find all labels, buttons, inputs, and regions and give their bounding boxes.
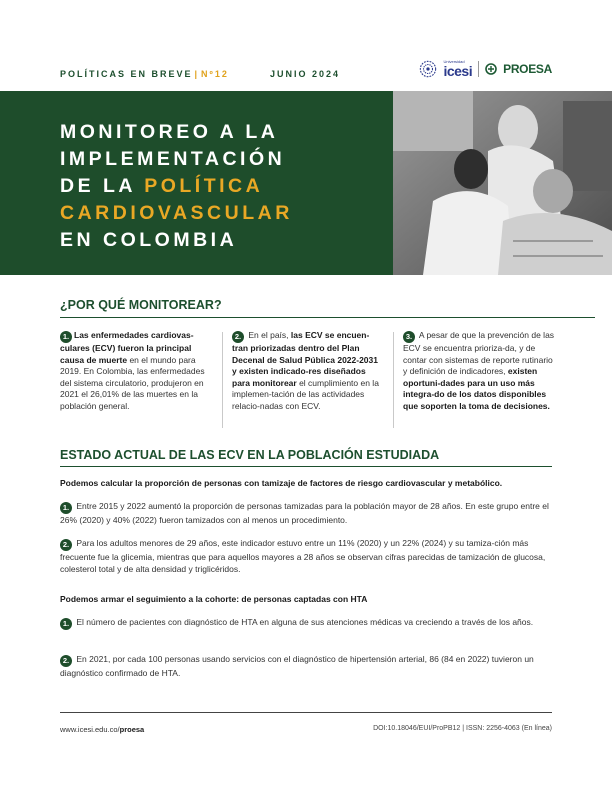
- column-divider: [222, 332, 223, 428]
- status-item-1: 1. Entre 2015 y 2022 aumentó la proporción de personas tamizadas para la población mayor de 28 años. En este grupo entre el 26% (2020) y 40% (2022) fueron tamizados con al menos un procedimiento.: [60, 501, 549, 525]
- icesi-logo-icon: [419, 60, 437, 78]
- publication-date: JUNIO 2024: [270, 69, 341, 79]
- why-columns: [60, 330, 555, 430]
- status-subheading-2: Podemos armar el seguimiento a la cohorte: de personas captadas con HTA: [60, 594, 368, 604]
- status-heading-rule: [60, 466, 552, 467]
- status-heading: ESTADO ACTUAL DE LAS ECV EN LA POBLACIÓN ESTUDIADA: [60, 448, 440, 462]
- medical-staff-patient-photo: [393, 91, 612, 275]
- top-bar: [60, 59, 560, 86]
- status-item-3: 1. El número de pacientes con diagnóstico de HTA en alguna de sus atenciones médicas va creciendo a través de los años.: [60, 616, 555, 630]
- number-badge: 1.: [60, 331, 72, 343]
- status-subheading-1: Podemos calcular la proporción de personas con tamizaje de factores de riesgo cardiovascular y metabólico.: [60, 478, 503, 488]
- column-divider: [393, 332, 394, 428]
- why-column-3: 3. A pesar de que la prevención de las ECV se encuentra prioriza-da, y de contar con sistemas de reporte rutinario y definición de indicadores, existen oportuni-dades para un uso más integra-do de los datos disponibles que soporten la toma de decisiones.: [403, 330, 555, 411]
- hero-photo: [393, 91, 612, 275]
- hero-banner: [0, 91, 612, 275]
- why-heading-rule: [60, 317, 595, 318]
- logo-divider: [478, 61, 479, 77]
- number-badge: 2.: [232, 331, 244, 343]
- number-badge: 3.: [403, 331, 415, 343]
- number-badge: 2.: [60, 655, 72, 667]
- proesa-logo-text: PROESA: [503, 62, 552, 76]
- footer-rule: [60, 712, 552, 713]
- status-item-2: 2. Para los adultos menores de 29 años, este indicador estuvo entre un 11% (2020) y un 22% (2024) y su tamiza-ción más frecuente fue la glicemia, mientras que para aquellos mayores a 28 años se observan cifras parecidas de tamización de glucosa, colesterol total y de alta densidad y triglicéridos.: [60, 538, 546, 574]
- why-column-2: 2. En el país, las ECV se encuen-tran priorizadas dentro del Plan Decenal de Salud Pública 2022-2031 y existen indicado-res diseñados para monitorear el cumplimiento en la implemen-tación de las actividades relacio-nadas con ECV.: [232, 330, 379, 411]
- series-label: POLÍTICAS EN BREVE | Nº12: [60, 69, 229, 79]
- number-badge: 1.: [60, 618, 72, 630]
- hero-title-panel: [0, 91, 393, 275]
- footer-doi: DOI:10.18046/EUI/ProPB12 | ISSN: 2256-4063 (En línea): [373, 725, 552, 732]
- why-column-1: 1. Las enfermedades cardiovas-culares (ECV) fueron la principal causa de muerte en el mundo para 2019. En Colombia, las enfermedades del sistema circulatorio, produjeron en 2021 el 26,01% de las muertes en la población general.: [60, 330, 205, 411]
- page-title: MONITOREO A LA IMPLEMENTACIÓN DE LA POLÍTICA CARDIOVASCULAR EN COLOMBIA: [60, 121, 293, 251]
- why-heading: ¿POR QUÉ MONITOREAR?: [60, 298, 222, 312]
- number-badge: 2.: [60, 539, 72, 551]
- number-badge: 1.: [60, 502, 72, 514]
- footer-url[interactable]: www.icesi.edu.co/proesa: [60, 725, 145, 734]
- icesi-logo-text: Universidad icesi: [443, 59, 473, 79]
- status-item-4: 2. En 2021, por cada 100 personas usando servicios con el diagnóstico de hipertensión arterial, 86 (84 en 2022) tuvieron un diagnóstico confirmado de HTA.: [60, 654, 534, 678]
- proesa-logo-icon: [485, 63, 497, 75]
- logos: [419, 60, 552, 78]
